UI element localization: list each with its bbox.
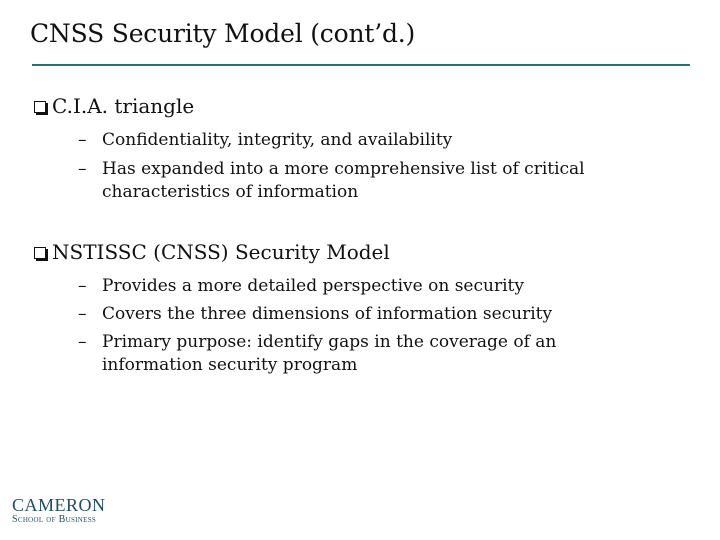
sub-bullet-text: Has expanded into a more comprehensive list of critical — [102, 159, 585, 179]
bullet-nstissc-model — [34, 239, 390, 265]
bullet-text: NSTISSC (CNSS) Security Model — [52, 240, 390, 264]
logo-sub-text: School of Business — [12, 514, 97, 525]
bullet-cia-triangle — [34, 93, 194, 119]
sub-bullet-continuation: characteristics of information — [102, 182, 359, 202]
dash-marker: – — [78, 332, 87, 352]
sub-bullet — [78, 129, 452, 152]
title-divider — [32, 64, 690, 66]
dash-marker: – — [78, 159, 87, 179]
dash-marker: – — [78, 276, 87, 296]
sub-bullet — [78, 158, 585, 181]
checkbox-bullet-icon — [34, 247, 46, 259]
sub-bullet-text: Covers the three dimensions of information security — [102, 304, 553, 324]
sub-bullet-text: Confidentiality, integrity, and availability — [102, 130, 453, 150]
slide-title: CNSS Security Model (cont’d.) — [30, 19, 416, 48]
sub-bullet-text: Primary purpose: identify gaps in the coverage of an — [102, 332, 557, 352]
sub-bullet-text: Provides a more detailed perspective on security — [102, 276, 524, 296]
sub-bullet — [78, 303, 552, 326]
bullet-text: C.I.A. triangle — [52, 94, 195, 118]
cameron-logo — [12, 496, 106, 526]
dash-marker: – — [78, 304, 87, 324]
sub-bullet-continuation: information security program — [102, 355, 358, 375]
sub-bullet — [78, 331, 556, 354]
dash-marker: – — [78, 130, 87, 150]
checkbox-bullet-icon — [34, 101, 46, 113]
sub-bullet — [78, 275, 524, 298]
logo-main-text: CAMERON — [12, 495, 106, 515]
